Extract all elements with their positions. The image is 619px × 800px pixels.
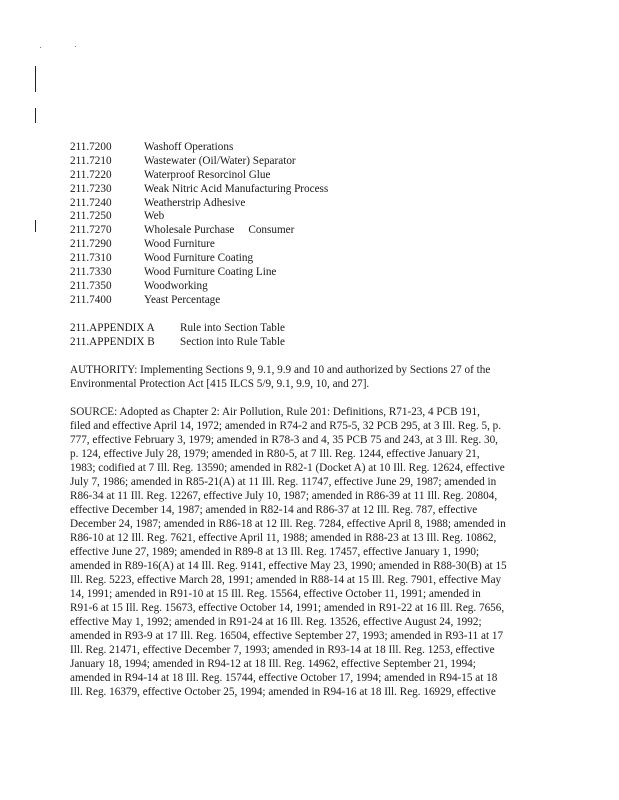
section-number: 211.7240	[70, 196, 112, 209]
scan-speck	[75, 46, 76, 47]
section-number: 211.7350	[70, 279, 112, 292]
section-entry	[70, 251, 328, 265]
source-paragraph	[70, 405, 554, 699]
section-number: 211.7220	[70, 168, 112, 181]
section-entry	[70, 140, 328, 154]
appendix-number: 211.APPENDIX B	[70, 335, 155, 348]
appendix-list	[70, 321, 285, 349]
authority-line: AUTHORITY: Implementing Sections 9, 9.1, 9.9 and 10 and authorized by Sections 27 of the	[70, 364, 491, 376]
section-number: 211.7200	[70, 141, 112, 153]
section-number: 211.7310	[70, 252, 112, 265]
source-line: amended in R94-14 at 18 Ill. Reg. 15744, effective October 17, 1994; amended in R94-15 at 18	[70, 672, 498, 684]
section-title: Woodworking	[144, 279, 208, 292]
authority-paragraph	[70, 363, 554, 391]
section-title: Waterproof Resorcinol Glue	[144, 168, 271, 181]
section-number: 211.7210	[70, 154, 112, 167]
source-line: effective December 14, 1987; amended in R82-14 and R86-37 at 12 Ill. Reg. 787, effective	[70, 504, 478, 516]
section-list	[70, 140, 328, 307]
section-entry	[70, 209, 328, 223]
appendix-title: Rule into Section Table	[180, 322, 285, 334]
section-number: 211.7330	[70, 266, 112, 279]
source-line: effective May 1, 1992; amended in R91-24 at 16 Ill. Reg. 13526, effective August 24, 1992;	[70, 616, 482, 628]
section-entry	[70, 265, 328, 279]
source-line: amended in R89-16(A) at 14 Ill. Reg. 9141, effective May 23, 1990; amended in R88-30(B) at 15	[70, 560, 507, 572]
section-entry	[70, 154, 328, 168]
scan-speck	[40, 47, 41, 48]
section-number: 211.7230	[70, 182, 112, 195]
section-number: 211.7250	[70, 210, 112, 223]
section-entry	[70, 168, 328, 182]
change-bar	[35, 220, 36, 232]
section-entry	[70, 182, 328, 196]
source-line: SOURCE: Adopted as Chapter 2: Air Pollution, Rule 201: Definitions, R71-23, 4 PCB 191,	[70, 406, 480, 418]
section-number: 211.7270	[70, 224, 112, 237]
source-line: R91-6 at 15 Ill. Reg. 15673, effective October 14, 1991; amended in R91-22 at 16 Ill. Reg. 7656,	[70, 602, 505, 614]
appendix-title: Section into Rule Table	[180, 335, 285, 348]
section-title: Web	[144, 210, 165, 223]
source-line: Ill. Reg. 5223, effective March 28, 1991; amended in R88-14 at 15 Ill. Reg. 7901, effective May	[70, 574, 502, 586]
section-number: 211.7400	[70, 293, 112, 306]
section-entry	[70, 237, 328, 251]
section-title: Wholesale Purchase Consumer	[144, 224, 295, 237]
source-line: amended in R93-9 at 17 Ill. Reg. 16504, effective September 27, 1993; amended in R93-11 at 17	[70, 630, 504, 642]
source-line: 14, 1991; amended in R91-10 at 15 Ill. Reg. 15564, effective October 11, 1991; amended in	[70, 588, 481, 600]
source-line: December 24, 1987; amended in R86-18 at 12 Ill. Reg. 7284, effective April 8, 1988; amended in	[70, 518, 506, 530]
section-title: Wood Furniture Coating Line	[144, 266, 277, 279]
change-bar	[35, 66, 36, 92]
appendix-number: 211.APPENDIX A	[70, 322, 155, 334]
source-line: R86-10 at 12 Ill. Reg. 7621, effective April 11, 1988; amended in R88-23 at 13 Ill. Reg. 10862,	[70, 532, 497, 544]
appendix-entry	[70, 335, 285, 349]
section-title: Weak Nitric Acid Manufacturing Process	[144, 182, 329, 195]
section-title: Wood Furniture	[144, 238, 215, 251]
source-line: Ill. Reg. 16379, effective October 25, 1994; amended in R94-16 at 18 Ill. Reg. 16929, effective	[70, 686, 496, 698]
appendix-entry	[70, 321, 285, 335]
section-title: Washoff Operations	[144, 141, 234, 153]
source-line: 777, effective February 3, 1979; amended in R78-3 and 4, 35 PCB 75 and 243, at 3 Ill. Reg. 30,	[70, 434, 498, 446]
section-title: Wastewater (Oil/Water) Separator	[144, 154, 296, 167]
section-entry	[70, 196, 328, 210]
section-entry	[70, 279, 328, 293]
source-line: effective June 27, 1989; amended in R89-8 at 13 Ill. Reg. 17457, effective January 1, 1990;	[70, 546, 480, 558]
section-entry	[70, 223, 328, 237]
change-bar	[35, 108, 36, 123]
section-title: Weatherstrip Adhesive	[144, 196, 246, 209]
source-line: January 18, 1994; amended in R94-12 at 18 Ill. Reg. 14962, effective September 21, 1994;	[70, 658, 476, 670]
source-line: Ill. Reg. 21471, effective December 7, 1993; amended in R93-14 at 18 Ill. Reg. 1253, effective	[70, 644, 495, 656]
source-line: filed and effective April 14, 1972; amended in R74-2 and R75-5, 32 PCB 295, at 3 Ill. Reg. 5, p.	[70, 420, 502, 432]
section-number: 211.7290	[70, 238, 112, 251]
source-line: R86-34 at 11 Ill. Reg. 12267, effective July 10, 1987; amended in R86-39 at 11 Ill. Reg. 20804,	[70, 490, 498, 502]
authority-line: Environmental Protection Act [415 ILCS 5/9, 9.1, 9.9, 10, and 27].	[70, 378, 370, 390]
source-line: 1983; codified at 7 Ill. Reg. 13590; amended in R82-1 (Docket A) at 10 Ill. Reg. 12624, effective	[70, 462, 505, 474]
section-title: Wood Furniture Coating	[144, 252, 254, 265]
section-title: Yeast Percentage	[144, 293, 221, 306]
section-entry	[70, 293, 328, 307]
source-line: July 7, 1986; amended in R85-21(A) at 11 Ill. Reg. 11747, effective June 29, 1987; amended in	[70, 476, 497, 488]
source-line: p. 124, effective July 28, 1979; amended in R80-5, at 7 Ill. Reg. 1244, effective January 21,	[70, 448, 480, 460]
